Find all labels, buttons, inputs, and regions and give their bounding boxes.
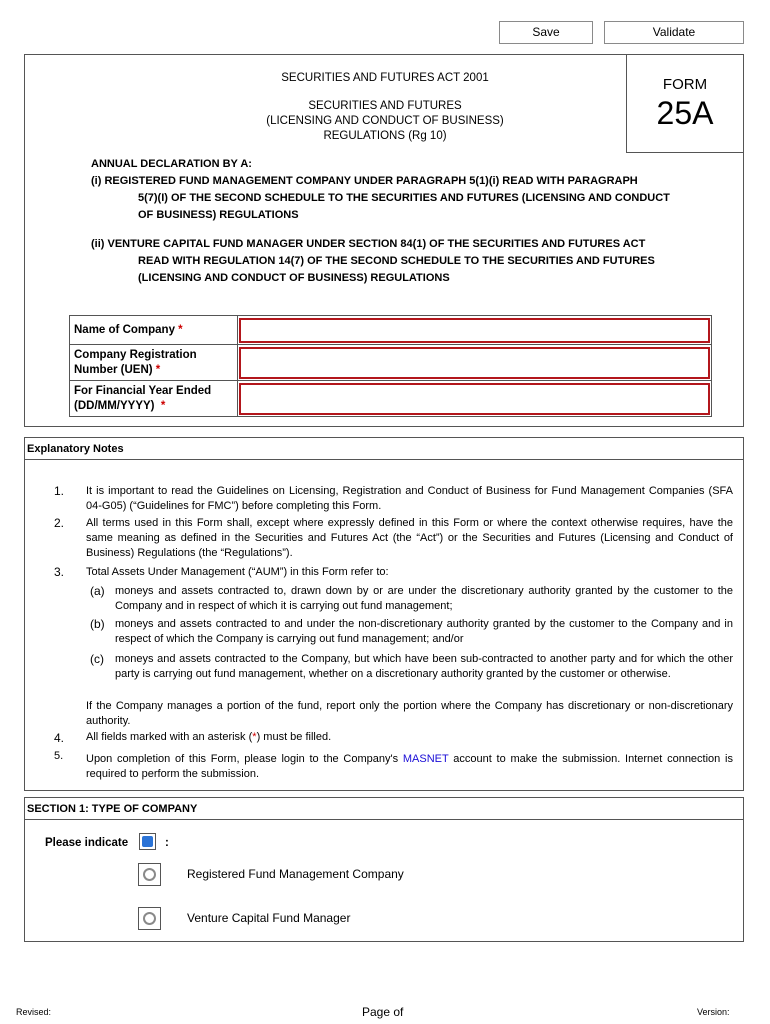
company-details-table	[69, 315, 712, 417]
option-venture-capital-label: Venture Capital Fund Manager	[187, 911, 351, 925]
required-asterisk: *	[160, 399, 166, 412]
note-number: 5.	[54, 750, 64, 762]
regulation-title-line2: (LICENSING AND CONDUCT OF BUSINESS)	[266, 115, 504, 127]
footer-page: Page of	[362, 1005, 404, 1019]
note-4: All fields marked with an asterisk (*) must be filled.	[86, 731, 332, 743]
company-name-label: Name of Company *	[70, 316, 238, 345]
financial-year-input[interactable]	[239, 383, 710, 415]
declaration-item1-line1: (i) REGISTERED FUND MANAGEMENT COMPANY UNDER PARAGRAPH 5(1)(i) READ WITH PARAGRAPH	[91, 175, 638, 187]
note-number: 4.	[54, 731, 65, 745]
footer-revised: Revised:	[16, 1007, 52, 1017]
note-3: Total Assets Under Management (“AUM”) in this Form refer to:	[86, 566, 389, 578]
section-1-title: SECTION 1: TYPE OF COMPANY	[25, 798, 743, 820]
note-3a: moneys and assets contracted to, drawn down by or are under the discretionary authority granted by the customer to the Company and in respect of which it is carrying out fund management;	[115, 585, 733, 612]
radio-venture-capital[interactable]	[138, 907, 161, 930]
regulation-title-line3: REGULATIONS (Rg 10)	[323, 130, 447, 142]
declaration-item2-line3: (LICENSING AND CONDUCT OF BUSINESS) REGULATIONS	[138, 272, 450, 284]
declaration-heading: ANNUAL DECLARATION BY A:	[91, 158, 252, 170]
note-subitem-number: (b)	[90, 617, 105, 631]
declaration-item1-line2: 5(7)(I) OF THE SECOND SCHEDULE TO THE SECURITIES AND FUTURES (LICENSING AND CONDUCT	[138, 192, 670, 204]
financial-year-label: For Financial Year Ended (DD/MM/YYYY) *	[70, 381, 238, 417]
note-1: It is important to read the Guidelines on Licensing, Registration and Conduct of Business for Fund Management Companies (SFA 04-G05) (“Guidelines for FMC”) before completing this Form.	[86, 485, 733, 512]
note-3-portion: If the Company manages a portion of the fund, report only the portion where the Company has discretionary or non-discretionary authority.	[86, 700, 733, 727]
company-uen-input[interactable]	[239, 347, 710, 379]
please-indicate-label: Please indicate	[45, 837, 129, 849]
note-number: 2.	[54, 516, 65, 530]
required-asterisk: *	[252, 731, 257, 743]
note-subitem-number: (c)	[90, 652, 104, 666]
act-title: SECURITIES AND FUTURES ACT 2001	[281, 72, 489, 84]
validate-button[interactable]: Validate	[604, 21, 744, 44]
note-3b: moneys and assets contracted to and under the non-discretionary authority granted by the customer to the Company and in respect of which the Company is carrying out fund management; and/or	[115, 618, 733, 645]
form-number: 25A	[656, 95, 714, 131]
note-2: All terms used in this Form shall, except where expressly defined in this Form or where the context otherwise requires, have the same meaning as defined in the Securities and Futures Act (the “Act”) or the Securities and Futures (Licensing and Conduct of Business) Regulations (the “Regulations”).	[86, 517, 733, 559]
confirm-checkbox[interactable]	[139, 833, 156, 850]
company-name-input[interactable]	[239, 318, 710, 343]
declaration-item2-line2: READ WITH REGULATION 14(7) OF THE SECOND SCHEDULE TO THE SECURITIES AND FUTURES	[138, 255, 655, 267]
company-uen-label: Company Registration Number (UEN) *	[70, 345, 238, 381]
radio-icon	[143, 912, 156, 925]
required-asterisk: *	[155, 363, 161, 376]
company-uen-row	[70, 345, 712, 381]
declaration-item1-line3: OF BUSINESS) REGULATIONS	[138, 209, 299, 221]
explanatory-notes-panel	[24, 437, 744, 791]
note-number: 1.	[54, 484, 65, 498]
form-number-box	[626, 54, 744, 153]
note-subitem-number: (a)	[90, 584, 105, 598]
section-1-panel	[24, 797, 744, 942]
explanatory-notes-title: Explanatory Notes	[25, 438, 743, 460]
declaration-item2-line1: (ii) VENTURE CAPITAL FUND MANAGER UNDER SECTION 84(1) OF THE SECURITIES AND FUTURES ACT	[91, 238, 646, 250]
save-button[interactable]: Save	[499, 21, 593, 44]
required-asterisk: *	[178, 323, 183, 336]
regulation-title-line1: SECURITIES AND FUTURES	[308, 100, 462, 112]
radio-icon	[143, 868, 156, 881]
form-header-panel	[24, 54, 744, 427]
masnet-link[interactable]: MASNET	[402, 753, 449, 765]
check-icon	[142, 836, 153, 847]
option-registered-fmc-label: Registered Fund Management Company	[187, 867, 404, 881]
indicate-colon: :	[165, 837, 169, 849]
note-5: Upon completion of this Form, please login to the Company's MASNET account to make the submission. Internet connection is required to perform the submission.	[86, 753, 733, 780]
note-3c: moneys and assets contracted to the Company, but which have been sub-contracted to another party and for which the other party is carrying out fund management, whether on a discretionary authority granted by the customer or otherwise.	[115, 653, 733, 680]
footer-version: Version:	[697, 1007, 730, 1017]
financial-year-row	[70, 381, 712, 417]
radio-registered-fmc[interactable]	[138, 863, 161, 886]
note-number: 3.	[54, 565, 65, 579]
form-label: FORM	[662, 76, 708, 93]
company-name-row	[70, 316, 712, 345]
